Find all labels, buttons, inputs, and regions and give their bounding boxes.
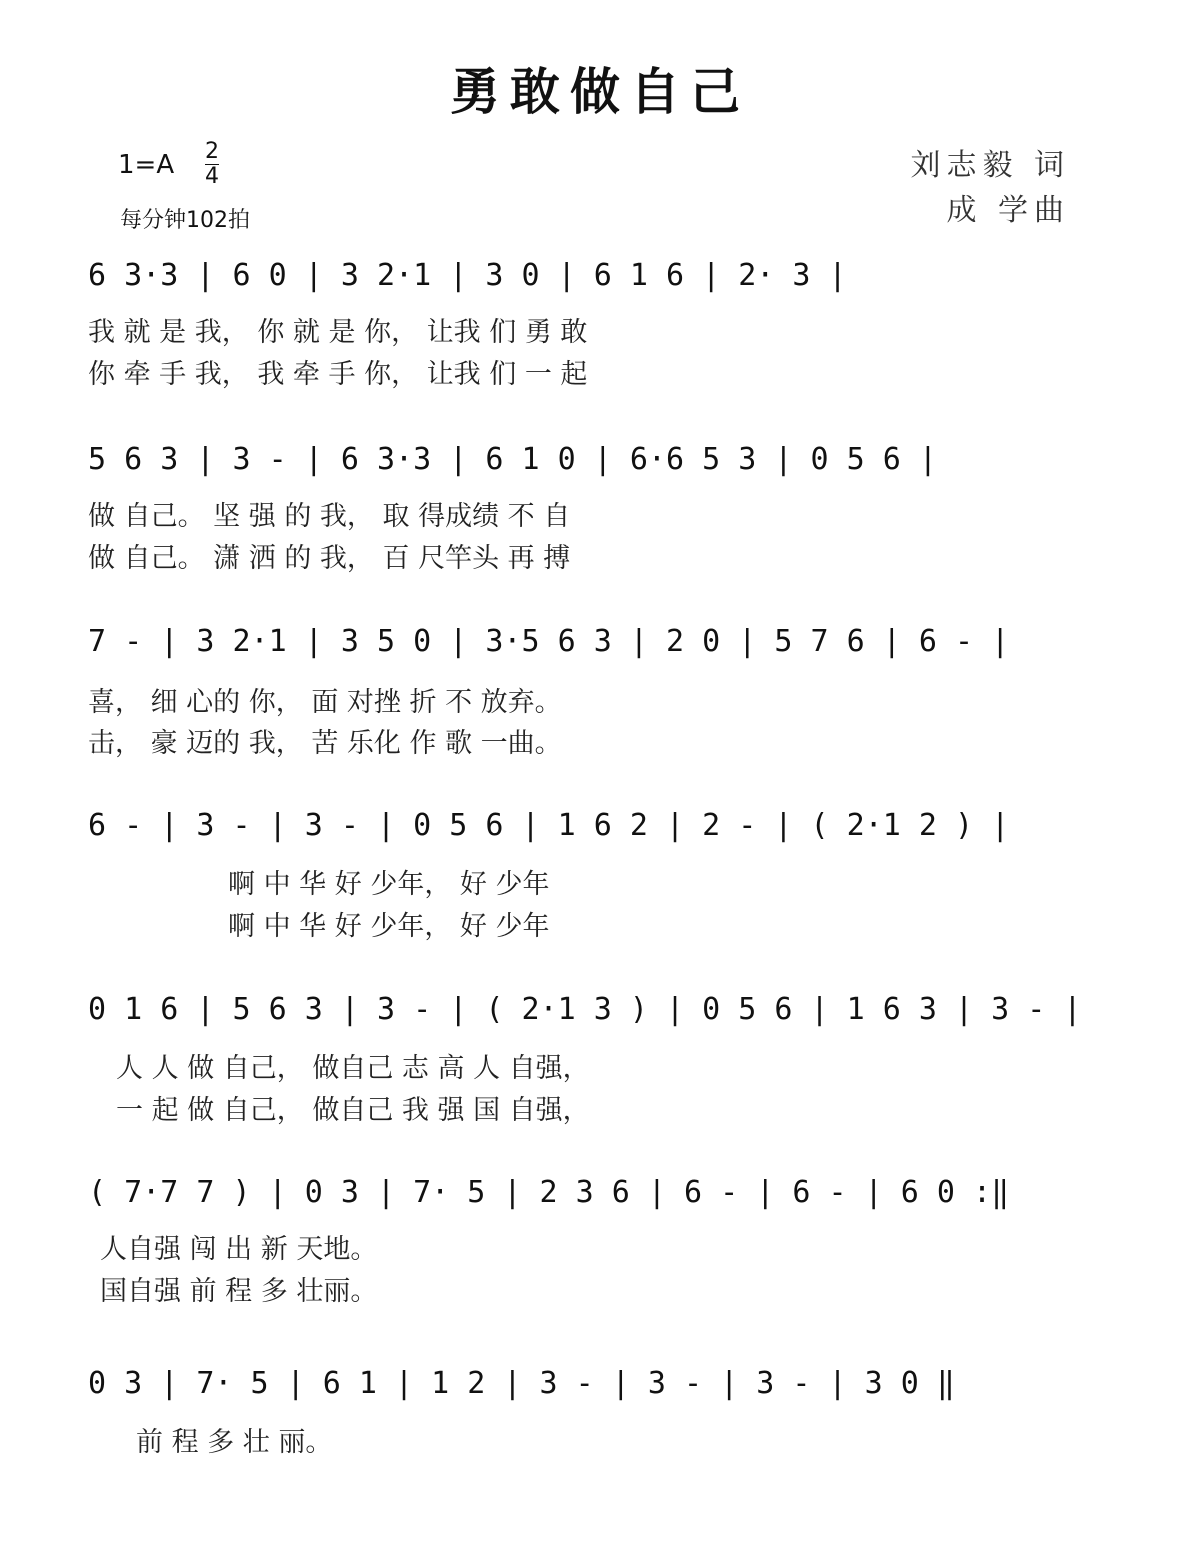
notation-line: 6 3·3 | 6 0 | 3 2·1 | 3 0 | 6 1 6 | 2· 3 |: [88, 258, 847, 293]
lyric-verse-2: 一 起 做 自己， 做自己 我 强 国 自强，: [116, 1095, 590, 1126]
notation-line: 0 3 | 7· 5 | 6 1 | 1 2 | 3 - | 3 - | 3 - | 3 0 ‖: [88, 1366, 955, 1401]
lyric-verse-2: 击， 豪 迈的 我， 苦 乐化 作 歌 一曲。: [88, 728, 562, 759]
key-signature: 1=A: [118, 150, 175, 180]
lyric-verse-2: 做 自己。 潇 洒 的 我， 百 尺竿头 再 搏: [88, 543, 571, 574]
notation-line: ( 7·7 7 ) | 0 3 | 7· 5 | 2 3 6 | 6 - | 6 - | 6 0 :‖: [88, 1175, 1010, 1210]
lyric-coda: 前 程 多 壮 丽。: [136, 1427, 333, 1458]
tempo-marking: 每分钟102拍: [120, 208, 250, 233]
lyric-verse-1: 人自强 闯 出 新 天地。: [100, 1234, 378, 1265]
notation-line: 6 - | 3 - | 3 - | 0 5 6 | 1 6 2 | 2 - | ( 2·1 2 ) |: [88, 808, 1010, 843]
time-signature-top: 2: [205, 139, 219, 164]
song-title: 勇敢做自己: [450, 62, 750, 121]
lyric-verse-1: 做 自己。 坚 强 的 我， 取 得成绩 不 自: [88, 501, 571, 532]
notation-line: 0 1 6 | 5 6 3 | 3 - | ( 2·1 3 ) | 0 5 6 | 1 6 3 | 3 - |: [88, 992, 1082, 1027]
lyric-verse-2: 国自强 前 程 多 壮丽。: [100, 1276, 378, 1307]
lyric-verse-1: 人 人 做 自己， 做自己 志 高 人 自强，: [116, 1053, 590, 1084]
lyric-verse-1: 啊 中 华 好 少年， 好 少年: [228, 869, 550, 900]
time-signature-bottom: 4: [205, 164, 219, 189]
composer-credit: 成 学曲: [946, 193, 1070, 228]
lyricist-credit: 刘志毅 词: [910, 148, 1070, 183]
notation-line: 5 6 3 | 3 - | 6 3·3 | 6 1 0 | 6·6 5 3 | 0 5 6 |: [88, 442, 937, 477]
lyric-verse-2: 啊 中 华 好 少年， 好 少年: [228, 911, 550, 942]
lyric-verse-1: 我 就 是 我， 你 就 是 你， 让我 们 勇 敢: [88, 317, 588, 348]
lyric-verse-2: 你 牵 手 我， 我 牵 手 你， 让我 们 一 起: [88, 359, 588, 390]
lyric-verse-1: 喜， 细 心的 你， 面 对挫 折 不 放弃。: [88, 687, 562, 718]
notation-line: 7 - | 3 2·1 | 3 5 0 | 3·5 6 3 | 2 0 | 5 7 6 | 6 - |: [88, 624, 1010, 659]
time-signature: [203, 140, 221, 189]
